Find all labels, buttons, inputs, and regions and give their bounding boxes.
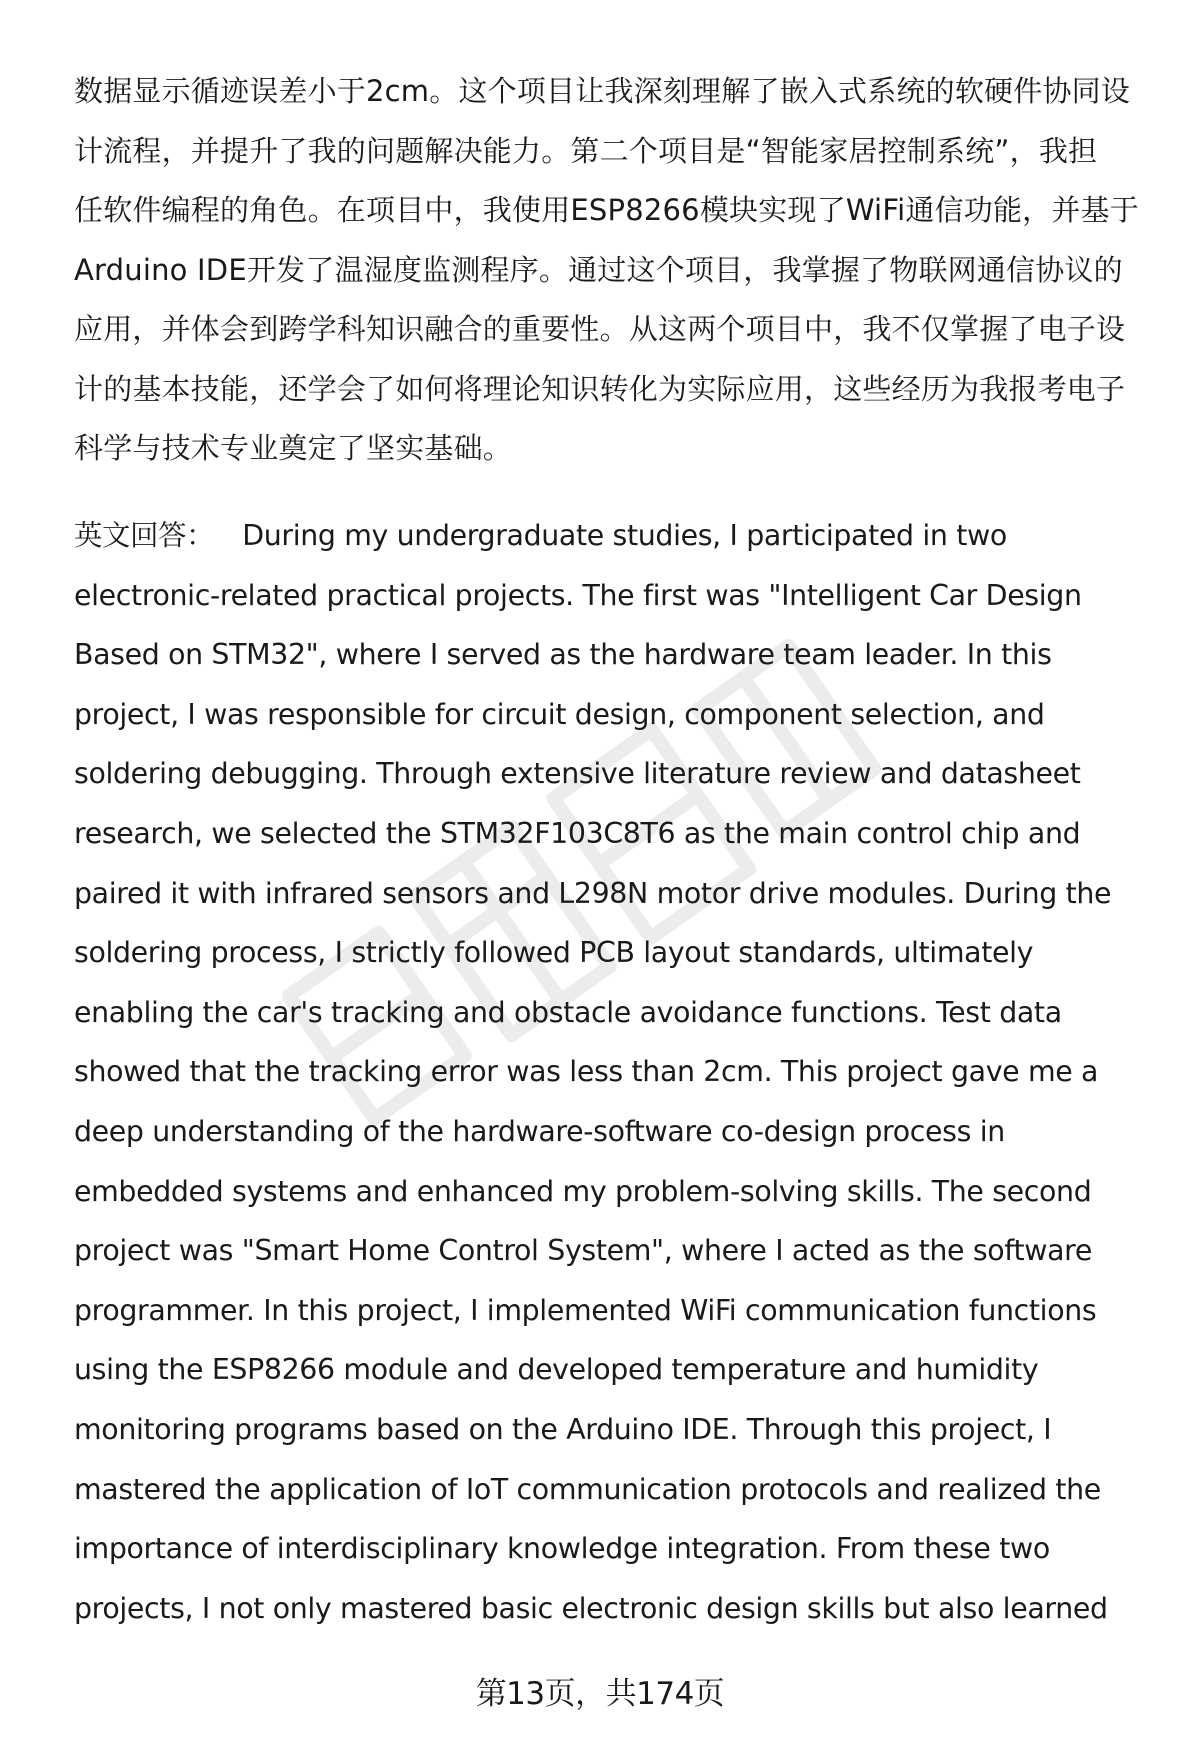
text-line: embedded systems and enhanced my problem-solving skills. The second	[74, 1174, 1092, 1208]
text-line: Based on STM32", where I served as the hardware team leader. In this	[74, 638, 1052, 672]
text-line: 计流程，并提升了我的问题解决能力。第二个项目是“智能家居控制系统”，我担	[74, 133, 1098, 168]
text-line: research, we selected the STM32F103C8T6 as the main control chip and	[74, 816, 1081, 850]
english-answer-label: 英文回答：	[74, 519, 215, 552]
text-line: 数据显示循迹误差小于2cm。这个项目让我深刻理解了嵌入式系统的软硬件协同设	[74, 74, 1131, 108]
text-line: monitoring programs based on the Arduino IDE. Through this project, I	[74, 1412, 1052, 1446]
text-line: programmer. In this project, I implemented WiFi communication functions	[74, 1293, 1097, 1327]
text-line: 任软件编程的角色。在项目中，我使用ESP8266模块实现了WiFi通信功能，并基于	[74, 193, 1139, 227]
english-answer-paragraph	[74, 506, 1154, 1638]
text-line: importance of interdisciplinary knowledge integration. From these two	[74, 1532, 1050, 1566]
text-line: 科学与技术专业奠定了坚实基础。	[74, 431, 513, 465]
text-line: projects, I not only mastered basic electronic design skills but also learned	[74, 1591, 1108, 1625]
text-line: deep understanding of the hardware-software co-design process in	[74, 1114, 1005, 1148]
text-line: paired it with infrared sensors and L298N motor drive modules. During the	[74, 876, 1112, 910]
page-number-footer: 第13页，共174页	[475, 1676, 725, 1712]
chinese-paragraph	[74, 62, 1154, 479]
text-line-content: During my undergraduate studies, I participated in two	[242, 519, 1007, 552]
text-line: using the ESP8266 module and developed temperature and humidity	[74, 1353, 1039, 1387]
text-line	[74, 506, 1154, 566]
text-line: project, I was responsible for circuit design, component selection, and	[74, 697, 1045, 731]
text-line: soldering process, I strictly followed PCB layout standards, ultimately	[74, 936, 1034, 970]
text-line: electronic-related practical projects. The first was "Intelligent Car Design	[74, 578, 1082, 612]
text-line: enabling the car's tracking and obstacle avoidance functions. Test data	[74, 995, 1062, 1029]
text-line: Arduino IDE开发了温湿度监测程序。通过这个项目，我掌握了物联网通信协议的	[74, 252, 1123, 287]
text-line: soldering debugging. Through extensive literature review and datasheet	[74, 757, 1081, 791]
text-line: mastered the application of IoT communication protocols and realized the	[74, 1472, 1101, 1506]
text-line: 应用，并体会到跨学科知识融合的重要性。从这两个项目中，我不仅掌握了电子设	[74, 312, 1126, 346]
text-line: project was "Smart Home Control System", where I acted as the software	[74, 1234, 1092, 1268]
text-line: 计的基本技能，还学会了如何将理论知识转化为实际应用，这些经历为我报考电子	[74, 371, 1126, 406]
text-line: showed that the tracking error was less than 2cm. This project gave me a	[74, 1055, 1099, 1089]
